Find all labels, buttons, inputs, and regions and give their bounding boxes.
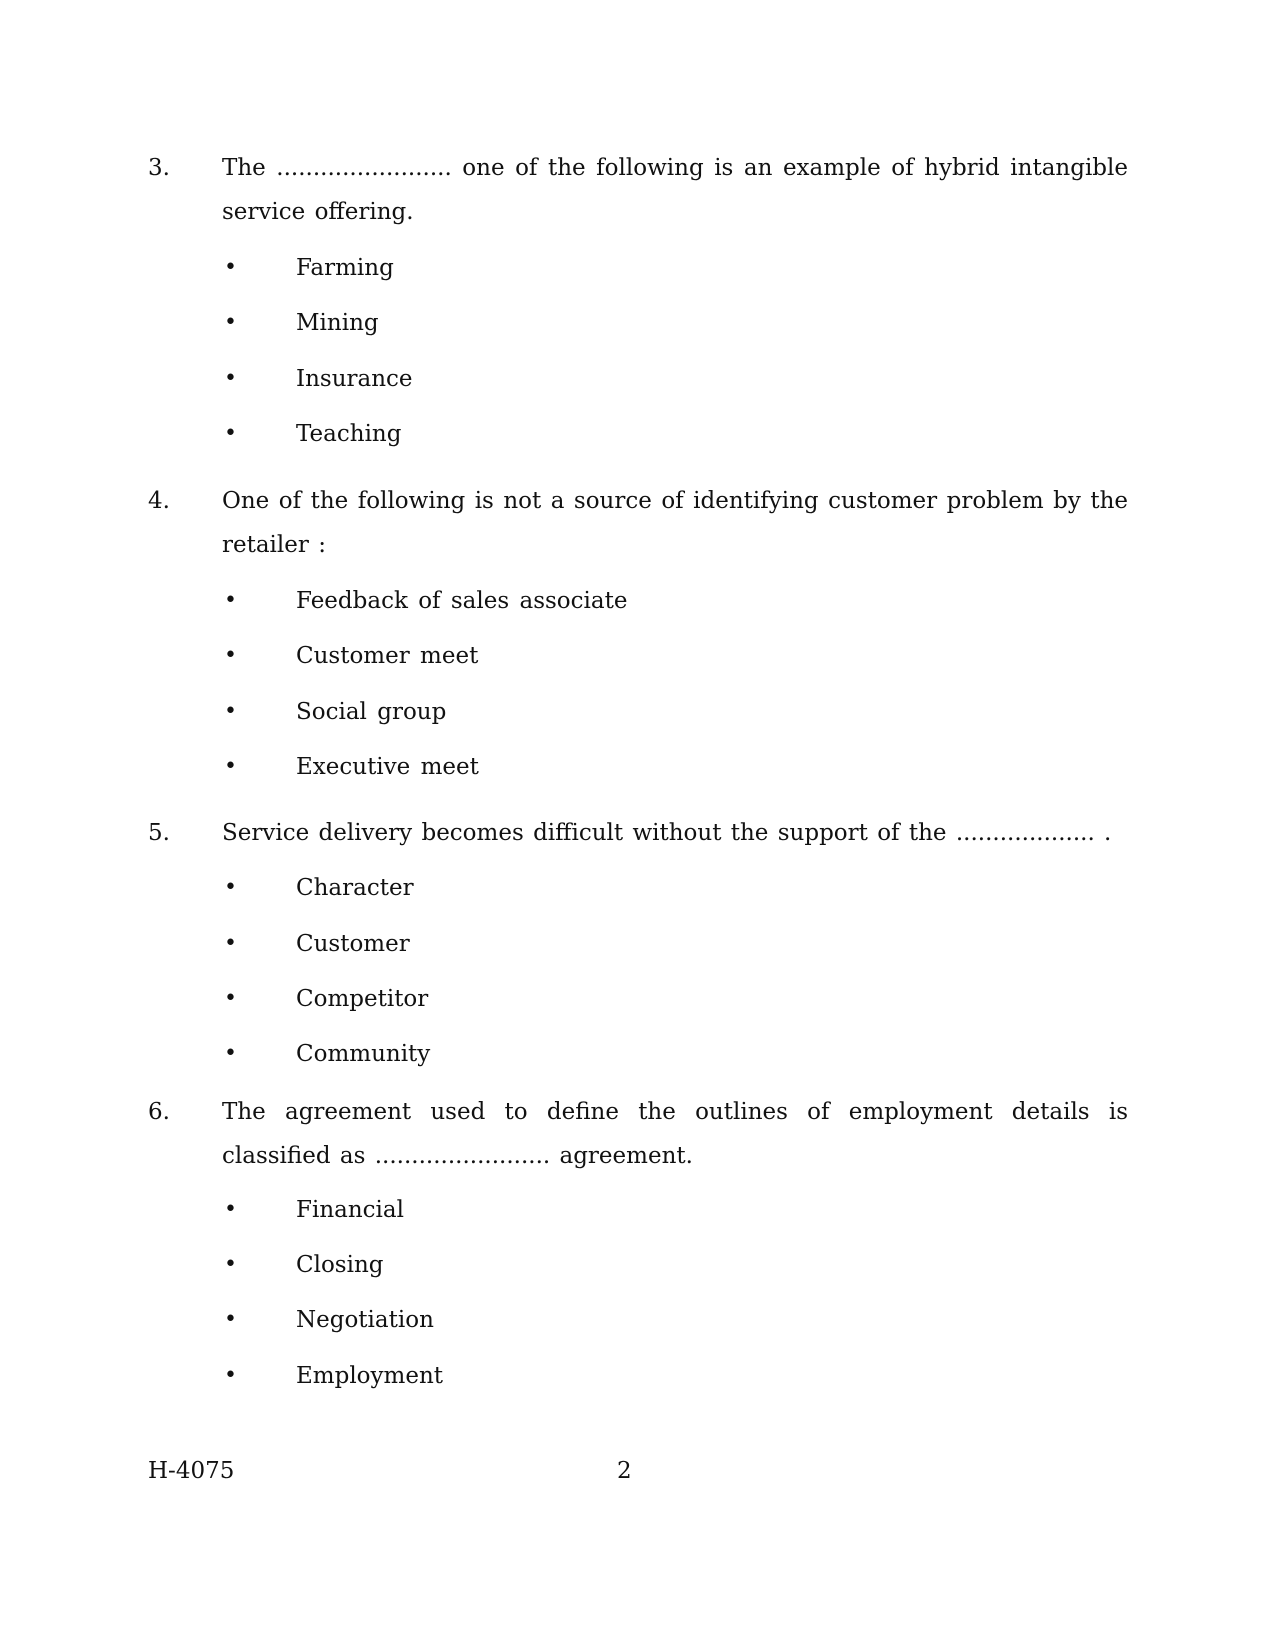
option-label: Farming bbox=[296, 255, 394, 281]
option-item bbox=[222, 690, 1022, 734]
option-label: Teaching bbox=[296, 421, 402, 447]
bullet-icon: • bbox=[224, 699, 237, 724]
option-item bbox=[222, 1354, 1022, 1398]
question-number: 3. bbox=[148, 155, 170, 181]
option-item bbox=[222, 977, 1022, 1021]
option-label: Character bbox=[296, 875, 414, 901]
option-item bbox=[222, 412, 1022, 456]
option-item bbox=[222, 745, 1022, 789]
option-item bbox=[222, 1188, 1022, 1232]
option-label: Executive meet bbox=[296, 754, 479, 780]
option-label: Community bbox=[296, 1041, 431, 1067]
bullet-icon: • bbox=[224, 1363, 237, 1388]
option-item bbox=[222, 357, 1022, 401]
option-label: Customer meet bbox=[296, 643, 479, 669]
option-item bbox=[222, 1298, 1022, 1342]
question-text: The agreement used to define the outlines of employment details is classified as ........................ agreement. bbox=[222, 1099, 1128, 1169]
option-label: Feedback of sales associate bbox=[296, 588, 628, 614]
option-label: Insurance bbox=[296, 366, 413, 392]
option-item bbox=[222, 301, 1022, 345]
option-item bbox=[222, 1032, 1022, 1076]
bullet-icon: • bbox=[224, 1252, 237, 1277]
option-item bbox=[222, 922, 1022, 966]
bullet-icon: • bbox=[224, 754, 237, 779]
bullet-icon: • bbox=[224, 421, 237, 446]
page-number: 2 bbox=[617, 1458, 632, 1484]
question-number: 6. bbox=[148, 1099, 170, 1125]
option-label: Negotiation bbox=[296, 1307, 434, 1333]
option-label: Customer bbox=[296, 931, 410, 957]
question-text: The ........................ one of the following is an example of hybrid intangible service offering. bbox=[222, 155, 1128, 225]
question-number: 5. bbox=[148, 820, 170, 846]
bullet-icon: • bbox=[224, 1197, 237, 1222]
question-text: One of the following is not a source of identifying customer problem by the retailer : bbox=[222, 488, 1128, 558]
bullet-icon: • bbox=[224, 255, 237, 280]
bullet-icon: • bbox=[224, 310, 237, 335]
bullet-icon: • bbox=[224, 588, 237, 613]
option-item bbox=[222, 1243, 1022, 1287]
option-item bbox=[222, 866, 1022, 910]
bullet-icon: • bbox=[224, 366, 237, 391]
question-text: Service delivery becomes difficult without the support of the ................... . bbox=[222, 820, 1112, 846]
option-label: Employment bbox=[296, 1363, 443, 1389]
bullet-icon: • bbox=[224, 875, 237, 900]
option-label: Mining bbox=[296, 310, 379, 336]
bullet-icon: • bbox=[224, 931, 237, 956]
option-item bbox=[222, 579, 1022, 623]
paper-code: H-4075 bbox=[148, 1458, 235, 1484]
bullet-icon: • bbox=[224, 1041, 237, 1066]
option-item bbox=[222, 246, 1022, 290]
option-label: Social group bbox=[296, 699, 447, 725]
question-number: 4. bbox=[148, 488, 170, 514]
option-item bbox=[222, 634, 1022, 678]
bullet-icon: • bbox=[224, 1307, 237, 1332]
bullet-icon: • bbox=[224, 643, 237, 668]
bullet-icon: • bbox=[224, 986, 237, 1011]
option-label: Closing bbox=[296, 1252, 384, 1278]
option-label: Financial bbox=[296, 1197, 404, 1223]
option-label: Competitor bbox=[296, 986, 429, 1012]
